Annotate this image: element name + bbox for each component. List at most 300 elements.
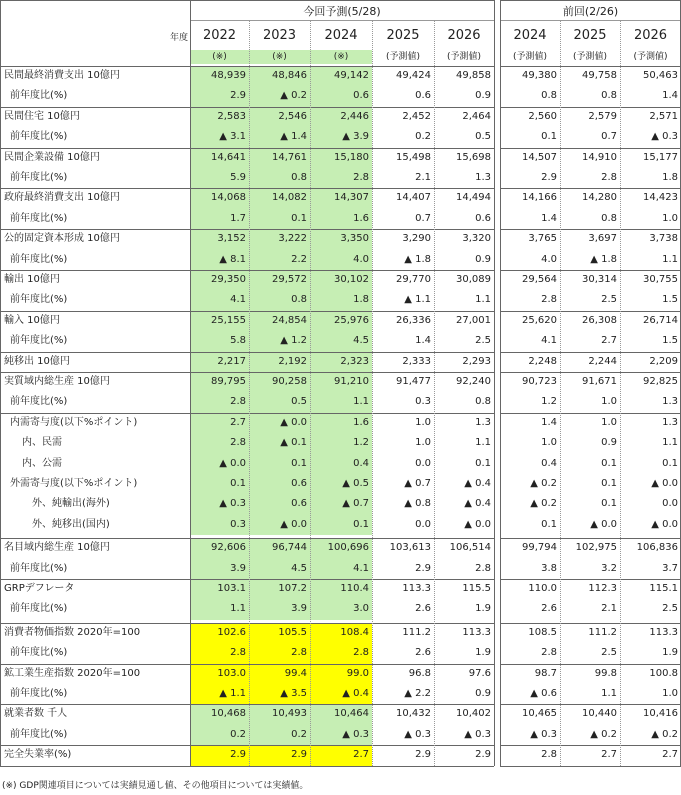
row-label: 実質域内総生産 10億円 (4, 376, 110, 387)
value-cell: 0.1 (541, 518, 557, 530)
value-cell: 14,082 (249, 188, 310, 208)
grid-line (500, 745, 681, 746)
grid-line (500, 188, 681, 189)
value-cell: ▲ 0.5 (310, 474, 372, 494)
value-cell: 110.4 (310, 579, 372, 599)
value-cell: 15,698 (456, 151, 491, 163)
value-cell: 0.8 (475, 396, 491, 408)
value-cell: 1.4 (662, 90, 678, 102)
value-cell: 49,380 (522, 70, 557, 81)
value-cell: 100,696 (310, 538, 372, 558)
year-header: 2024 (324, 28, 358, 43)
value-cell: 2,452 (402, 110, 431, 122)
grid-line (0, 311, 494, 312)
year-note: (※) (249, 50, 310, 64)
value-cell: 2.5 (475, 335, 491, 347)
value-cell: 3,152 (190, 229, 249, 249)
value-cell: 2,323 (310, 352, 372, 372)
value-cell: 1.3 (662, 396, 678, 408)
value-cell: 2.9 (475, 749, 491, 761)
fiscal-year-label: 年度 (169, 33, 188, 43)
value-cell: 2,192 (249, 352, 310, 372)
value-cell: 48,939 (190, 66, 249, 86)
value-cell: 1.1 (662, 253, 678, 265)
value-cell: 3.7 (662, 562, 678, 574)
value-cell: ▲ 0.3 (190, 494, 249, 514)
value-cell: 3.2 (601, 562, 617, 574)
value-cell: 29,572 (249, 270, 310, 290)
value-cell: 1.6 (310, 209, 372, 229)
value-cell: 2.8 (541, 647, 557, 659)
value-cell: 1.0 (601, 416, 617, 428)
row-label: 民間企業設備 10億円 (4, 151, 100, 163)
grid-line (0, 148, 494, 149)
value-cell: 2.9 (415, 562, 431, 574)
grid-line (500, 704, 681, 705)
row-label: 就業者数 千人 (4, 708, 68, 720)
row-label: 前年度比(%) (10, 90, 68, 102)
row-label: 公的固定資本形成 10億円 (4, 233, 120, 245)
row-label: 消費者物価指数 2020年=100 (4, 626, 141, 638)
row-label: 外、純移出(国内) (32, 518, 110, 530)
grid-line (500, 623, 681, 624)
value-cell: 96.8 (408, 667, 431, 679)
year-header: 2025 (386, 28, 420, 43)
value-cell: 1.1 (475, 294, 491, 306)
year-note: (予測値) (446, 52, 482, 62)
value-cell: 2.5 (662, 603, 678, 615)
grid-line (620, 20, 621, 766)
value-cell: 0.2 (415, 131, 431, 143)
value-cell: 5.9 (190, 168, 249, 188)
row-label: GRPデフレータ (4, 583, 75, 594)
year-note: (予測値) (385, 52, 421, 62)
value-cell: 97.6 (468, 667, 491, 679)
grid-line (500, 66, 681, 67)
grid-line (0, 0, 1, 766)
value-cell: ▲ 0.7 (404, 478, 431, 489)
value-cell: 49,142 (310, 66, 372, 86)
grid-line (500, 20, 681, 21)
value-cell: 24,854 (249, 311, 310, 331)
value-cell: 2,333 (402, 355, 431, 367)
value-cell: 3,350 (310, 229, 372, 249)
value-cell: 1.8 (662, 172, 678, 183)
value-cell: 0.5 (249, 392, 310, 412)
value-cell: 10,465 (522, 708, 557, 720)
value-cell: 49,858 (456, 70, 491, 81)
grid-line (0, 107, 494, 108)
value-cell: 2,244 (588, 355, 617, 367)
grid-line (500, 229, 681, 230)
value-cell: ▲ 0.2 (530, 478, 557, 489)
value-cell: 113.3 (402, 583, 431, 594)
value-cell: 2.7 (601, 749, 617, 761)
grid-line (500, 0, 681, 1)
value-cell: 2.8 (310, 643, 372, 663)
value-cell: 92,240 (456, 376, 491, 387)
value-cell: 30,102 (310, 270, 372, 290)
previous-forecast-title: 前回(2/26) (562, 5, 619, 18)
value-cell: 1.1 (190, 599, 249, 619)
value-cell: 0.9 (475, 253, 491, 265)
year-note: (※) (310, 50, 372, 64)
grid-line (434, 20, 435, 766)
value-cell: 2.8 (249, 643, 310, 663)
value-cell: 1.4 (541, 212, 557, 224)
value-cell: 10,493 (249, 704, 310, 724)
value-cell: 3,738 (649, 233, 678, 245)
value-cell: 1.2 (541, 396, 557, 408)
value-cell: ▲ 0.1 (249, 433, 310, 453)
value-cell: 92,606 (190, 538, 249, 558)
value-cell: 2.7 (190, 413, 249, 433)
value-cell: 10,440 (582, 708, 617, 720)
value-cell: 2.1 (415, 172, 431, 183)
value-cell: 0.4 (310, 454, 372, 474)
value-cell: ▲ 0.0 (464, 518, 491, 530)
row-label: 民間最終消費支出 10億円 (4, 70, 120, 81)
row-label: 輸出 10億円 (4, 274, 60, 285)
grid-line (0, 745, 494, 746)
grid-line (560, 20, 561, 766)
value-cell: 0.6 (249, 474, 310, 494)
value-cell: 1.1 (601, 688, 617, 699)
value-cell: 10,432 (396, 708, 431, 720)
value-cell: 29,770 (396, 274, 431, 285)
value-cell: 0.5 (475, 131, 491, 143)
value-cell: 14,307 (310, 188, 372, 208)
value-cell: 2.6 (541, 603, 557, 615)
value-cell: 4.0 (310, 250, 372, 270)
value-cell: 0.1 (249, 454, 310, 474)
value-cell: 113.3 (462, 626, 491, 638)
value-cell: 3.9 (249, 599, 310, 619)
row-label: 前年度比(%) (10, 728, 68, 740)
value-cell: 102.6 (190, 623, 249, 643)
grid-line (0, 538, 494, 539)
year-note: (予測値) (512, 52, 548, 62)
value-cell: 2.8 (190, 433, 249, 453)
value-cell: ▲ 0.2 (590, 728, 617, 740)
grid-line (500, 372, 681, 373)
value-cell: 1.2 (310, 433, 372, 453)
grid-line (310, 20, 311, 766)
value-cell: 1.8 (310, 290, 372, 310)
value-cell: 2.6 (415, 603, 431, 615)
value-cell: 2,571 (649, 110, 678, 122)
value-cell: ▲ 0.3 (404, 728, 431, 740)
value-cell: 0.8 (541, 90, 557, 102)
value-cell: 111.2 (588, 626, 617, 638)
value-cell: 1.0 (601, 396, 617, 408)
value-cell: 2.8 (190, 392, 249, 412)
value-cell: 0.8 (601, 90, 617, 102)
value-cell: 2.5 (601, 647, 617, 659)
value-cell: 14,507 (522, 151, 557, 163)
value-cell: 0.9 (601, 437, 617, 449)
value-cell: 1.1 (662, 437, 678, 449)
value-cell: 112.3 (588, 583, 617, 594)
value-cell: 106,836 (636, 542, 678, 554)
value-cell: 15,180 (310, 148, 372, 168)
row-label: 前年度比(%) (10, 688, 68, 699)
row-label: 内、公需 (22, 457, 62, 469)
grid-line (249, 20, 250, 766)
value-cell: 30,089 (456, 274, 491, 285)
value-cell: 1.9 (475, 603, 491, 615)
value-cell: 0.1 (190, 474, 249, 494)
value-cell: 0.1 (475, 457, 491, 469)
value-cell: 0.1 (249, 209, 310, 229)
value-cell: 3,320 (462, 233, 491, 245)
value-cell: 2.8 (310, 168, 372, 188)
value-cell: 3.9 (190, 559, 249, 579)
year-header: 2024 (513, 28, 547, 43)
value-cell: 0.4 (541, 457, 557, 469)
value-cell: 1.1 (475, 437, 491, 449)
grid-line (0, 66, 494, 67)
value-cell: 1.0 (662, 212, 678, 224)
value-cell: 10,416 (643, 708, 678, 720)
row-label: 鉱工業生産指数 2020年=100 (4, 667, 141, 679)
value-cell: 0.7 (601, 131, 617, 143)
row-label: 前年度比(%) (10, 253, 68, 265)
value-cell: 90,258 (249, 372, 310, 392)
row-label: 前年度比(%) (10, 212, 68, 224)
year-note: (予測値) (572, 52, 608, 62)
value-cell: 26,308 (582, 314, 617, 326)
value-cell: 98.7 (534, 667, 557, 679)
value-cell: 14,423 (643, 192, 678, 204)
value-cell: 2,464 (462, 110, 491, 122)
value-cell: 1.4 (541, 416, 557, 428)
value-cell: 25,620 (522, 314, 557, 326)
value-cell: 1.5 (662, 294, 678, 306)
value-cell: 2.7 (310, 745, 372, 765)
value-cell: 91,210 (310, 372, 372, 392)
value-cell: 0.8 (249, 168, 310, 188)
value-cell: ▲ 0.7 (310, 494, 372, 514)
value-cell: 2.8 (475, 562, 491, 574)
value-cell: 102,975 (575, 542, 617, 554)
value-cell: 4.5 (310, 331, 372, 351)
value-cell: 15,177 (643, 151, 678, 163)
value-cell: 4.1 (190, 290, 249, 310)
value-cell: 89,795 (190, 372, 249, 392)
value-cell: ▲ 1.1 (190, 684, 249, 704)
grid-line (500, 664, 681, 665)
value-cell: 26,714 (643, 314, 678, 326)
grid-line (0, 352, 494, 353)
row-label: 前年度比(%) (10, 647, 68, 659)
grid-line (0, 188, 494, 189)
row-label: 前年度比(%) (10, 294, 68, 306)
value-cell: 0.3 (190, 515, 249, 535)
value-cell: 4.1 (310, 559, 372, 579)
value-cell: ▲ 1.8 (404, 253, 431, 265)
value-cell: ▲ 0.3 (310, 725, 372, 745)
value-cell: ▲ 8.1 (190, 250, 249, 270)
value-cell: ▲ 1.2 (249, 331, 310, 351)
grid-line (0, 623, 494, 624)
value-cell: ▲ 0.3 (530, 728, 557, 740)
value-cell: 3,697 (588, 233, 617, 245)
value-cell: ▲ 0.2 (651, 728, 678, 740)
value-cell: 2.9 (190, 86, 249, 106)
value-cell: 105.5 (249, 623, 310, 643)
row-label: 前年度比(%) (10, 172, 68, 183)
value-cell: 0.9 (475, 688, 491, 699)
value-cell: 1.3 (662, 416, 678, 428)
row-label: 輸入 10億円 (4, 314, 60, 326)
value-cell: 2,583 (190, 107, 249, 127)
value-cell: 2.8 (541, 749, 557, 761)
value-cell: 0.1 (601, 498, 617, 510)
value-cell: 103.0 (190, 664, 249, 684)
value-cell: 3,290 (402, 233, 431, 245)
value-cell: 1.7 (190, 209, 249, 229)
row-label: 外、純輸出(海外) (32, 498, 110, 510)
value-cell: 0.8 (249, 290, 310, 310)
year-note: (予測値) (633, 52, 668, 62)
row-label: 内需寄与度(以下%ポイント) (10, 416, 138, 428)
grid-line (500, 766, 681, 767)
value-cell: 0.0 (662, 498, 678, 510)
value-cell: 14,494 (456, 192, 491, 204)
row-label: 政府最終消費支出 10億円 (4, 192, 120, 204)
value-cell: 14,166 (522, 192, 557, 204)
value-cell: ▲ 0.0 (249, 413, 310, 433)
value-cell: ▲ 0.2 (530, 498, 557, 510)
row-label: 外需寄与度(以下%ポイント) (10, 478, 138, 489)
value-cell: 2.9 (541, 172, 557, 183)
value-cell: 5.8 (190, 331, 249, 351)
grid-line (0, 413, 494, 414)
value-cell: ▲ 0.4 (464, 498, 491, 510)
value-cell: 14,407 (396, 192, 431, 204)
value-cell: 0.9 (475, 90, 491, 102)
value-cell: 103.1 (190, 579, 249, 599)
value-cell: 1.5 (662, 335, 678, 347)
value-cell: 0.2 (249, 725, 310, 745)
value-cell: 0.2 (190, 725, 249, 745)
value-cell: ▲ 2.2 (404, 688, 431, 699)
grid-line (0, 270, 494, 271)
value-cell: 107.2 (249, 579, 310, 599)
value-cell: 0.1 (310, 515, 372, 535)
value-cell: 14,910 (582, 151, 617, 163)
value-cell: 2.8 (541, 294, 557, 306)
year-header: 2025 (573, 28, 607, 43)
current-forecast-title: 今回予測(5/28) (303, 5, 381, 18)
grid-line (500, 579, 681, 580)
value-cell: 2.6 (415, 647, 431, 659)
year-note: (※) (190, 50, 249, 64)
value-cell: 15,498 (396, 151, 431, 163)
value-cell: 2.5 (601, 294, 617, 306)
value-cell: ▲ 0.2 (249, 86, 310, 106)
grid-line (500, 107, 681, 108)
grid-line (190, 0, 191, 766)
row-label: 前年度比(%) (10, 396, 68, 408)
year-header: 2022 (202, 28, 237, 43)
year-header: 2026 (633, 28, 668, 43)
value-cell: 0.6 (249, 494, 310, 514)
value-cell: 96,744 (249, 538, 310, 558)
grid-line (500, 538, 681, 539)
value-cell: 99.0 (310, 664, 372, 684)
value-cell: 2,209 (649, 355, 678, 367)
value-cell: 99.4 (249, 664, 310, 684)
value-cell: 1.6 (310, 413, 372, 433)
grid-line (372, 20, 373, 766)
value-cell: 2.8 (601, 172, 617, 183)
grid-line (190, 20, 494, 21)
value-cell: 110.0 (528, 583, 557, 594)
value-cell: 0.1 (662, 457, 678, 469)
row-label: 民間住宅 10億円 (4, 110, 80, 122)
value-cell: 1.0 (415, 437, 431, 449)
value-cell: 3,765 (528, 233, 557, 245)
value-cell: 1.9 (662, 647, 678, 659)
value-cell: ▲ 3.1 (190, 127, 249, 147)
value-cell: 2,248 (528, 355, 557, 367)
value-cell: 10,402 (456, 708, 491, 720)
value-cell: 0.7 (415, 212, 431, 224)
value-cell: 1.0 (662, 688, 678, 699)
value-cell: ▲ 0.0 (590, 518, 617, 530)
value-cell: 3,222 (249, 229, 310, 249)
value-cell: 0.1 (601, 457, 617, 469)
value-cell: 10,468 (190, 704, 249, 724)
value-cell: 2.1 (601, 603, 617, 615)
value-cell: 29,564 (522, 274, 557, 285)
value-cell: 1.3 (475, 416, 491, 428)
grid-line (0, 229, 494, 230)
value-cell: 30,314 (582, 274, 617, 285)
value-cell: 2.2 (249, 250, 310, 270)
value-cell: ▲ 1.8 (590, 253, 617, 265)
grid-line (500, 0, 501, 766)
footnote: (※) GDP関連項目については実績見通し値、その他項目については実績値。 (2, 781, 309, 791)
value-cell: ▲ 3.5 (249, 684, 310, 704)
value-cell: 1.9 (475, 647, 491, 659)
grid-line (0, 766, 494, 767)
value-cell: 14,641 (190, 148, 249, 168)
row-label: 完全失業率(%) (4, 749, 72, 761)
value-cell: 2,560 (528, 110, 557, 122)
value-cell: 0.6 (475, 212, 491, 224)
value-cell: 113.3 (649, 626, 678, 638)
value-cell: 1.1 (310, 392, 372, 412)
value-cell: 2.7 (601, 335, 617, 347)
value-cell: 50,463 (643, 70, 678, 81)
value-cell: 2.7 (662, 749, 678, 761)
value-cell: 48,846 (249, 66, 310, 86)
value-cell: 0.1 (541, 131, 557, 143)
value-cell: 49,758 (582, 70, 617, 81)
value-cell: ▲ 0.3 (464, 728, 491, 740)
value-cell: 14,068 (190, 188, 249, 208)
value-cell: 111.2 (402, 626, 431, 638)
value-cell: 2,217 (190, 352, 249, 372)
value-cell: 100.8 (649, 667, 678, 679)
grid-line (500, 148, 681, 149)
value-cell: ▲ 0.4 (310, 684, 372, 704)
value-cell: 108.4 (310, 623, 372, 643)
value-cell: 99,794 (522, 542, 557, 554)
